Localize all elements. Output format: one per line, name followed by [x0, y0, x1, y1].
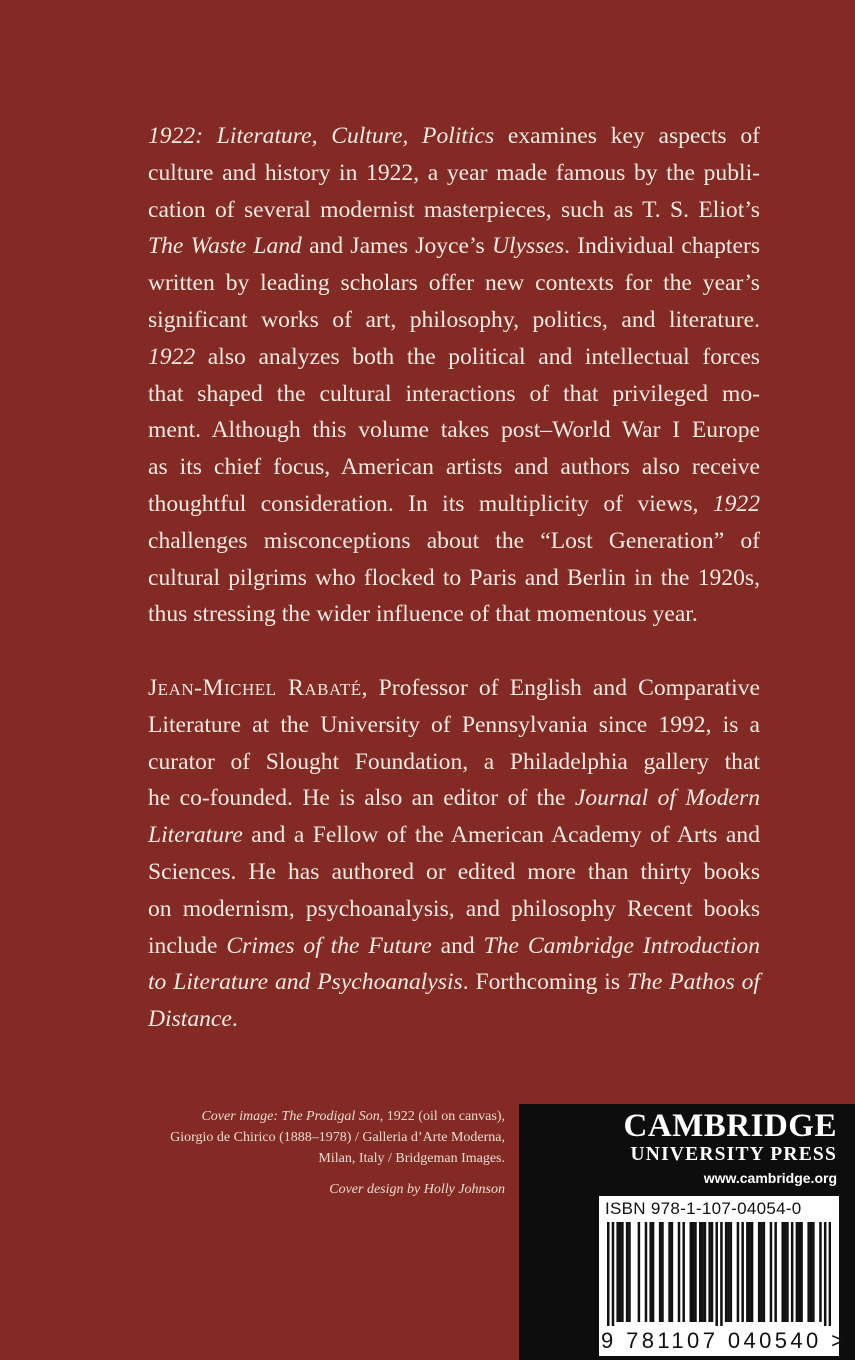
credit-line	[150, 1148, 505, 1169]
text-segment: . Individual chapters	[564, 233, 761, 260]
isbn-barcode	[599, 1196, 848, 1356]
text-segment: Literature at the University of Pennsylvania since 1992, is a	[148, 711, 760, 738]
italic-text: Cover design by Holly Johnson	[329, 1182, 505, 1197]
text-segment: examines key aspects of	[494, 123, 760, 149]
barcode-bar	[737, 1222, 740, 1322]
barcode-bar	[626, 1222, 629, 1322]
barcode-bar	[774, 1222, 777, 1322]
text-line	[148, 854, 760, 891]
barcode-bar	[690, 1222, 693, 1322]
barcode-bar	[692, 1222, 695, 1322]
italic-text: The Waste Land	[148, 233, 302, 260]
barcode-bar	[763, 1222, 766, 1322]
barcode-bar	[704, 1222, 707, 1322]
barcode-bar	[807, 1222, 810, 1322]
text-segment: curator of Slought Foundation, a Philadelphia gallery that	[148, 748, 760, 775]
barcode-bar	[649, 1222, 652, 1322]
text-line	[148, 192, 760, 229]
text-line	[148, 155, 760, 192]
text-segment: , Professor of English and Comparative	[361, 675, 760, 701]
text-line	[148, 228, 760, 265]
text-segment: also analyzes both the political and intellectual forces	[195, 343, 760, 370]
text-line	[148, 891, 760, 928]
italic-text: Cover image: The Prodigal Son	[201, 1109, 380, 1124]
barcode-bar	[812, 1222, 815, 1322]
barcode-bar	[784, 1222, 787, 1322]
barcode-bar	[810, 1222, 813, 1322]
italic-text: Ulysses	[491, 233, 565, 260]
text-segment: ment. Although this volume takes post–World War I Europe	[148, 417, 760, 444]
barcode-bar	[701, 1222, 704, 1322]
book-description	[148, 118, 760, 633]
text-line	[148, 449, 760, 486]
italic-text: 1922: Literature, Culture, Politics	[148, 123, 495, 149]
publisher-panel	[519, 1104, 855, 1360]
text-segment: challenges misconceptions about the “Lost Generation” of	[148, 527, 760, 554]
text-line	[148, 964, 760, 1001]
text-line	[148, 412, 760, 449]
barcode-bar	[711, 1222, 714, 1322]
italic-text: Literature	[148, 822, 243, 849]
text-line	[148, 118, 760, 155]
barcode-bar	[694, 1222, 697, 1322]
text-line	[148, 670, 760, 707]
text-segment: Sciences. He has authored or edited more than thirty books	[148, 858, 760, 885]
text-line	[148, 744, 760, 781]
barcode-bar	[607, 1222, 610, 1326]
author-biography	[148, 670, 760, 1038]
barcode-bar	[612, 1222, 615, 1326]
text-segment: that shaped the cultural interactions of that privileged mo-	[148, 380, 760, 407]
text-line	[148, 486, 760, 523]
barcode-bar	[671, 1222, 674, 1322]
barcode-bar	[748, 1222, 751, 1322]
text-segment: as its chief focus, American artists and authors also receive	[148, 454, 760, 481]
barcode-bar	[751, 1222, 754, 1322]
barcode-bars-graphic	[607, 1222, 831, 1326]
text-segment: . Forthcoming is	[462, 969, 627, 996]
barcode-bar	[727, 1222, 730, 1322]
barcode-bar	[791, 1222, 794, 1322]
text-segment: cation of several modernist masterpieces, such as T. S. Eliot’s	[148, 196, 760, 223]
barcode-bar	[760, 1222, 763, 1322]
barcode-bar	[746, 1222, 749, 1322]
text-line	[148, 523, 760, 560]
text-line	[148, 707, 760, 744]
italic-text: The Cambridge Introduction	[483, 932, 760, 959]
barcode-bar	[668, 1222, 671, 1322]
italic-text: The Pathos of	[626, 969, 760, 996]
barcode-bar	[786, 1222, 789, 1322]
text-segment: and James Joyce’s	[301, 233, 492, 260]
text-segment: and	[431, 932, 484, 959]
text-line	[148, 265, 760, 302]
barcode-bar	[661, 1222, 664, 1322]
text-line	[148, 339, 760, 376]
text-line	[148, 817, 760, 854]
credit-line	[150, 1127, 505, 1148]
text-segment: .	[231, 1006, 238, 1033]
text-segment: , 1922 (oil on canvas),	[379, 1109, 505, 1124]
barcode-bar	[798, 1222, 801, 1322]
credit-line	[150, 1106, 505, 1127]
italic-text: Crimes of the Future	[226, 932, 432, 959]
barcode-bar	[659, 1222, 662, 1322]
text-segment: thus stressing the wider influence of that momentous year.	[148, 601, 698, 628]
text-line	[148, 560, 760, 597]
barcode-bar	[621, 1222, 624, 1322]
barcode-bar	[725, 1222, 728, 1322]
italic-text: 1922	[712, 490, 760, 517]
credit-line	[150, 1179, 505, 1200]
text-segment: culture and history in 1922, a year made famous by the publi-	[148, 159, 760, 186]
barcode-bar	[652, 1222, 655, 1322]
italic-text: 1922	[148, 343, 196, 370]
text-line	[148, 596, 760, 633]
barcode-bar	[645, 1222, 648, 1322]
text-segment: and a Fellow of the American Academy of Arts and	[242, 822, 760, 849]
barcode-bar	[800, 1222, 803, 1322]
text-segment: thoughtful consideration. In its multiplicity of views,	[148, 490, 713, 517]
barcode-bar	[819, 1222, 822, 1322]
barcode-bar	[619, 1222, 622, 1322]
publisher-logo-name: CAMBRIDGE	[623, 1108, 837, 1144]
text-segment: he co-founded. He is also an editor of the	[148, 785, 575, 812]
text-segment: on modernism, psychoanalysis, and philosophy Recent books	[148, 895, 760, 922]
text-line	[148, 780, 760, 817]
text-segment: include	[148, 932, 227, 959]
cover-design-credit	[150, 1179, 505, 1200]
text-line	[148, 376, 760, 413]
italic-text: Journal of Modern	[574, 785, 760, 812]
barcode-bar	[638, 1222, 641, 1322]
text-segment: written by leading scholars offer new contexts for the year’s	[148, 270, 760, 297]
barcode-bar	[770, 1222, 773, 1322]
text-segment: significant works of art, philosophy, politics, and literature.	[148, 306, 760, 333]
publisher-url: www.cambridge.org	[703, 1170, 837, 1186]
barcode-digits: 9 781107 040540 >	[601, 1328, 848, 1353]
text-segment: Milan, Italy / Bridgeman Images.	[318, 1151, 505, 1166]
barcode-bar	[741, 1222, 744, 1322]
barcode-bar	[682, 1222, 685, 1322]
text-segment: cultural pilgrims who flocked to Paris and Berlin in the 1920s,	[148, 564, 760, 591]
barcode-bar	[730, 1222, 733, 1322]
text-segment: Giorgio de Chirico (1888–1978) / Galleria d’Arte Moderna,	[170, 1130, 505, 1145]
barcode-bar	[708, 1222, 711, 1322]
barcode-bar	[824, 1222, 827, 1326]
barcode-bar	[678, 1222, 681, 1322]
barcode-bar	[796, 1222, 799, 1322]
text-line	[148, 1001, 760, 1038]
barcode-bar	[628, 1222, 631, 1322]
italic-text: to Literature and Psychoanalysis	[148, 969, 463, 996]
isbn-label: ISBN 978-1-107-04054-0	[605, 1199, 802, 1218]
barcode-bar	[781, 1222, 784, 1322]
barcode-bar	[829, 1222, 831, 1326]
barcode-bar	[616, 1222, 619, 1322]
cover-image-credit	[150, 1106, 505, 1169]
barcode-bar	[699, 1222, 702, 1322]
barcode-bar	[715, 1222, 718, 1326]
barcode-bar	[720, 1222, 723, 1326]
italic-text: Distance	[148, 1006, 232, 1033]
barcode-bar	[758, 1222, 761, 1322]
text-line	[148, 928, 760, 965]
cover-credits	[150, 1106, 505, 1200]
author-name: Jean-Michel Rabaté	[148, 675, 362, 701]
publisher-logo-subtitle: UNIVERSITY PRESS	[630, 1144, 837, 1165]
text-line	[148, 302, 760, 339]
